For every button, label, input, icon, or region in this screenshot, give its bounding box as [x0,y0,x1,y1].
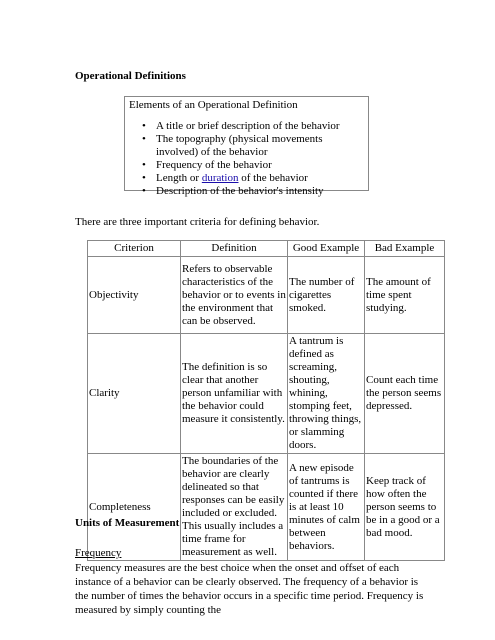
box-title: Elements of an Operational Definition [129,99,298,111]
elements-box [124,96,369,197]
section-heading: Operational Definitions [75,70,186,82]
table-cell: The number of cigarettes smoked. [288,257,365,334]
table-cell: The boundaries of the behavior are clearly delineated so that responses can be easily included or excluded. This usually includes a time frame for measurement as well. [181,454,288,561]
criteria-table [87,240,445,561]
list-item: • A title or brief description of the behavior [142,120,340,132]
list-item: • Frequency of the behavior [142,159,272,171]
list-item: • Description of the behavior's intensity [142,185,324,197]
table-cell: A tantrum is defined as screaming, shouting, whining, stomping feet, throwing things, or slamming doors. [288,334,365,454]
units-heading: Units of Measurement [75,517,180,529]
table-cell: The amount of time spent studying. [365,257,445,334]
column-header: Criterion [88,241,181,257]
table-cell: Clarity [88,334,181,454]
list-item: • Length or duration of the behavior [142,172,308,184]
table-row [88,454,445,561]
table-cell: Objectivity [88,257,181,334]
frequency-subheading: Frequency [75,547,122,559]
column-header: Good Example [288,241,365,257]
frequency-paragraph: Frequency measures are the best choice when the onset and offset of each instance of a behavior can be clearly observed. The frequency of a behavior is the number of times the behavior occurs in a specific time period. Frequency is measured by simply counting the [75,562,424,616]
table-row [88,257,445,334]
duration-link[interactable]: duration [201,172,239,184]
table-row [88,334,445,454]
table-cell: Count each time the person seems depressed. [365,334,445,454]
list-item: • The topography (physical movements involved) of the behavior [142,133,323,158]
table-header-row [88,241,445,257]
elements-list [125,120,370,198]
table-cell: Keep track of how often the person seems to be in a good or a bad mood. [365,454,445,561]
table-cell: Refers to observable characteristics of the behavior or to events in the environment that can be observed. [181,257,288,334]
column-header: Bad Example [365,241,445,257]
column-header: Definition [181,241,288,257]
intro-paragraph: There are three important criteria for defining behavior. [75,216,320,228]
table-cell: The definition is so clear that another person unfamiliar with the behavior could measure it consistently. [181,334,288,454]
table-cell: A new episode of tantrums is counted if there is at least 10 minutes of calm between behaviors. [288,454,365,561]
table-cell: Completeness [88,454,181,561]
